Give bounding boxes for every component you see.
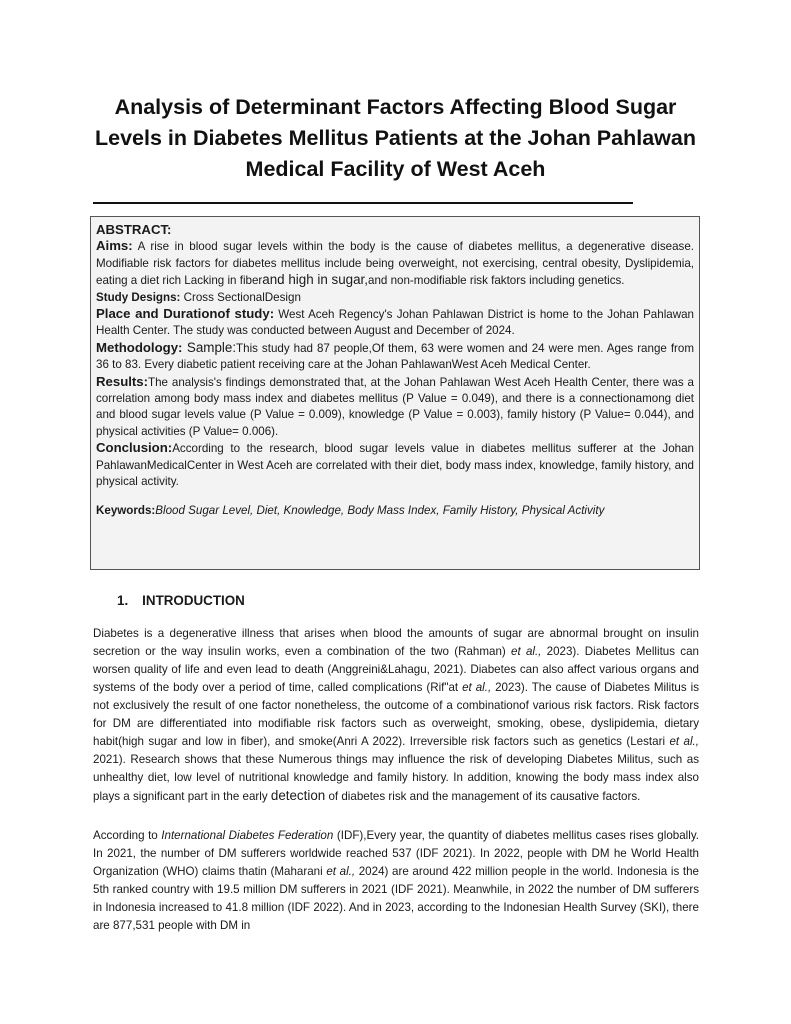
design-text: Cross SectionalDesign: [180, 290, 301, 304]
section-title: INTRODUCTION: [142, 593, 245, 608]
methodology-text: This study had 87 people,Of them, 63 were women and 24 were men. Ages range from 36 to 83. Every diabetic patient receiving care at the Johan PahlawanWest Aceh Medical Center.: [96, 341, 695, 372]
aims-text-b: and non-modifiable risk faktors including genetics.: [368, 274, 625, 288]
methodology-label: Methodology:: [96, 339, 183, 355]
p2-text-a: According to: [93, 829, 162, 842]
abstract-design: [96, 290, 694, 306]
section-heading-introduction: [117, 593, 245, 608]
p1-text-c: 2023). The cause of Diabetes Militus is not exclusively the result of one factor nonetheless, the outcome of a combinationof various risk factors. Risk factors for DM are differentiated into modifiable risk factors such as overweight, smoking, obese, dyslipidemia, dietary habit(high sugar and low in fiber), and smoke(Anri A 2022). Irreversible risk factors such as genetics (Lestari: [93, 681, 699, 748]
abstract-keywords: [96, 503, 694, 519]
p1-etal-1: et al.,: [511, 645, 542, 658]
p2-text-c: 2024) are around 422 million people in the world. Indonesia is the 5th ranked country with 19.5 million DM sufferers in 2021 (IDF 2021). Meanwhile, in 2022 the number of DM sufferers in Indonesia increased to 41.8 million (IDF 2022). And in 2023, according to the Indonesian Health Survey (SKI), there are 877,531 people with DM in: [93, 865, 699, 932]
abstract-aims: [96, 238, 694, 289]
abstract-heading: ABSTRACT:: [96, 222, 172, 237]
p1-etal-3: et al.,: [669, 735, 699, 748]
aims-text-big: and high in sugar,: [262, 272, 369, 288]
aims-label: Aims:: [96, 238, 133, 254]
p1-text-e: of diabetes risk and the management of its causative factors.: [325, 790, 641, 803]
p2-etal: et al.,: [326, 865, 356, 878]
intro-paragraph-1: [93, 625, 699, 806]
p1-text-d: 2021). Research shows that these Numerous things may influence the risk of developing Diabetes Militus, such as unhealthy diet, low level of nutritional knowledge and family history. In addition, knowing the body mass index also plays a significant part in the early: [93, 753, 699, 803]
abstract-box: [90, 216, 700, 570]
p2-idf: International Diabetes Federation: [161, 829, 334, 842]
abstract-results: [96, 374, 694, 441]
paper-title: Analysis of Determinant Factors Affecting Blood Sugar Levels in Diabetes Mellitus Patients at the Johan Pahlawan Medical Facility of West Aceh: [95, 95, 696, 181]
results-label: Results:: [96, 373, 149, 389]
section-number: 1.: [117, 593, 129, 608]
methodology-sample: Sample:: [182, 339, 237, 355]
p1-text-a: Diabetes is a degenerative illness that arises when blood the amounts of sugar are abnormal brought on insulin secretion or the way insulin works, even a combination of the two (Rahman): [93, 627, 699, 658]
place-text: West Aceh Regency's Johan Pahlawan District is home to the Johan Pahlawan Health Center. The study was conducted between August and December of 2024.: [96, 308, 694, 338]
title-divider: [93, 202, 633, 204]
results-text: The analysis's findings demonstrated that, at the Johan Pahlawan West Aceh Health Center, there was a correlation among body mass index and diabetes mellitus (P Value = 0.049), and there is a connectionamong diet and blood sugar levels value (P Value = 0.009), knowledge (P Value = 0.003), family history (P Value= 0.044), and physical activities (P Value= 0.006).: [96, 375, 694, 438]
abstract-place: [96, 306, 694, 340]
p1-text-b: 2023). Diabetes Mellitus can worsen quality of life and even lead to death (Anggreini&Lahagu, 2021). Diabetes can also affect various organs and systems of the body over a period of time, called complications (Rif"at: [93, 645, 699, 694]
keywords-text: Blood Sugar Level, Diet, Knowledge, Body Mass Index, Family History, Physical Activity: [155, 503, 605, 517]
place-label: Place and Durationof study:: [96, 306, 275, 322]
conclusion-label: Conclusion:: [96, 440, 173, 456]
p2-text-b: (IDF),Every year, the quantity of diabetes mellitus cases rises globally. In 2021, the number of DM sufferers worldwide reached 537 (IDF 2021). In 2022, people with DM he World Health Organization (WHO) claims thatin (Maharani: [93, 829, 699, 878]
aims-text-a: A rise in blood sugar levels within the body is the cause of diabetes mellitus, a degenerative disease. Modifiable risk factors for diabetes mellitus include being overweight, not exercising, central obesity, Dyslipidemia, eating a diet rich Lacking in fiber: [96, 240, 694, 288]
p1-detection: detection: [270, 788, 326, 803]
conclusion-text: According to the research, blood sugar levels value in diabetes mellitus sufferer at the Johan PahlawanMedicalCenter in West Aceh are correlated with their diet, body mass index, knowledge, family history, and physical activity.: [96, 442, 694, 489]
intro-paragraph-2: [93, 827, 699, 935]
abstract-methodology: [96, 340, 694, 374]
design-label: Study Designs:: [96, 290, 181, 304]
abstract-conclusion: [96, 440, 694, 490]
keywords-label: Keywords:: [96, 503, 156, 517]
p1-etal-2: et al.,: [462, 681, 492, 694]
